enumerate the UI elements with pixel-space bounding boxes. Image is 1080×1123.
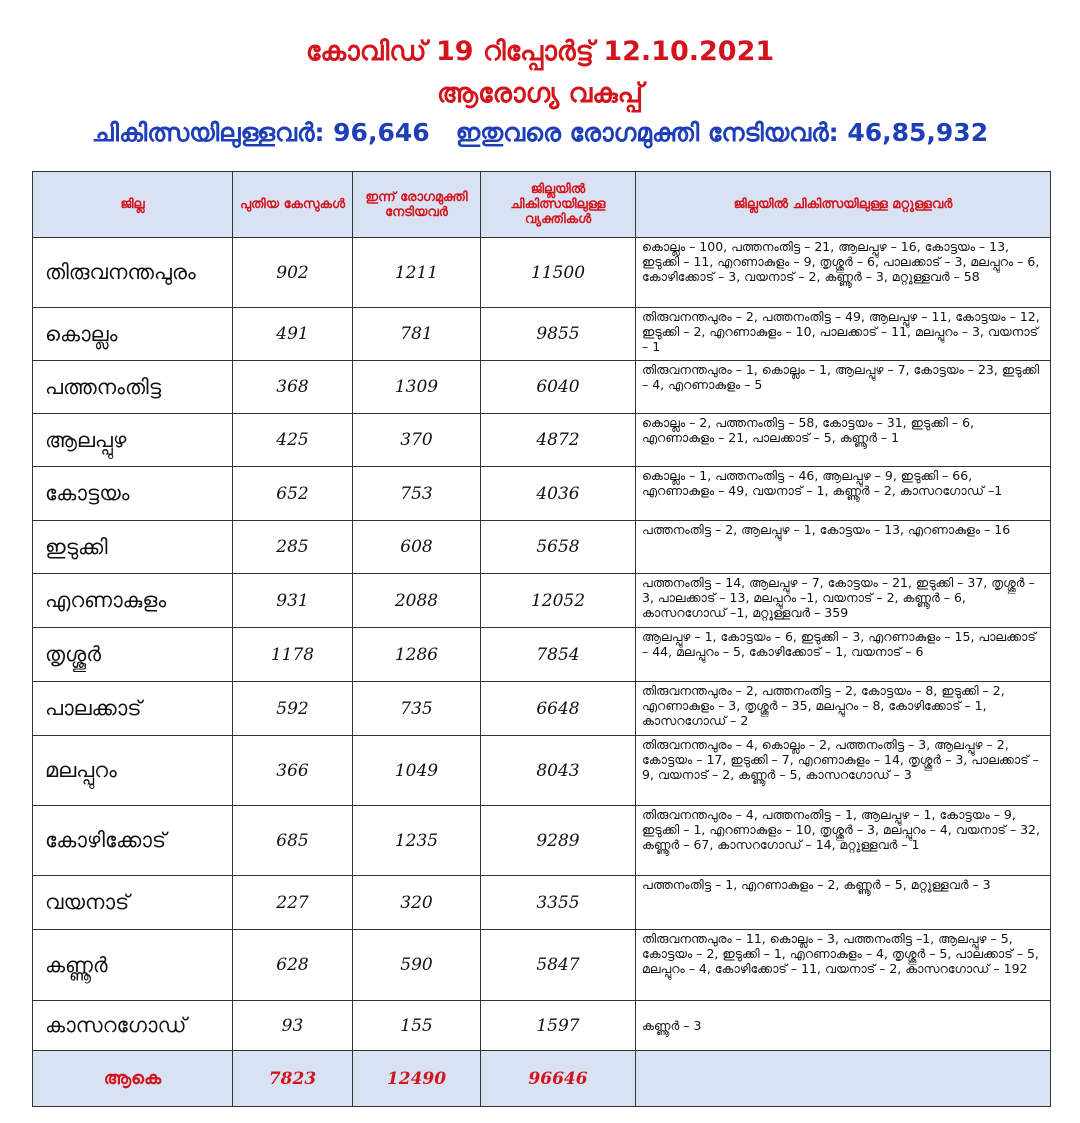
district-name: പത്തനംതിട്ട	[33, 361, 233, 414]
table-row	[33, 414, 1051, 467]
district-name: കണ്ണൂർ	[33, 930, 233, 1001]
table-row	[33, 521, 1051, 574]
district-name: കോഴിക്കോട്	[33, 806, 233, 876]
district-name: എറണാകുളം	[33, 574, 233, 628]
summary-line	[0, 118, 1080, 148]
under-treatment: 9289	[481, 806, 636, 876]
district-report-table	[32, 171, 1051, 1107]
district-name: കോട്ടയം	[33, 467, 233, 521]
report-title: കോവിഡ് 19 റിപ്പോർട്ട് 12.10.2021	[305, 36, 775, 67]
others-breakdown: തിരുവനന്തപുരം – 1, കൊല്ലം – 1, ആലപ്പുഴ – 7, കോട്ടയം – 23, ഇടുക്കി – 4, എറണാകുളം – 5	[636, 361, 1051, 414]
under-treatment: 7854	[481, 628, 636, 682]
others-breakdown: കൊല്ലം – 100, പത്തനംതിട്ട – 21, ആലപ്പുഴ – 16, കോട്ടയം – 13, ഇടുക്കി – 11, എറണാകുളം – 9, തൃശ്ശൂർ – 6, പാലക്കാട് – 3, മലപ്പുറം – 6, കോഴിക്കോട് – 3, വയനാട് – 2, കണ്ണൂർ – 3, മറ്റുള്ളവർ – 58	[636, 238, 1051, 308]
total-row	[33, 1051, 1051, 1107]
recovered-today: 1235	[353, 806, 481, 876]
new-cases: 285	[233, 521, 353, 574]
recovered-today: 320	[353, 876, 481, 930]
under-treatment: 3355	[481, 876, 636, 930]
others-breakdown: പത്തനംതിട്ട – 14, ആലപ്പുഴ – 7, കോട്ടയം – 21, ഇടുക്കി – 37, തൃശ്ശൂർ – 3, പാലക്കാട് – 13, മലപ്പുറം –1, വയനാട് – 2, കണ്ണൂർ – 6, കാസറഗോഡ് –1, മറ്റുള്ളവർ – 359	[636, 574, 1051, 628]
new-cases: 652	[233, 467, 353, 521]
new-cases: 628	[233, 930, 353, 1001]
department-name: ആരോഗ്യ വകുപ്പ്	[436, 78, 644, 109]
others-breakdown: കണ്ണൂർ – 3	[636, 1001, 1051, 1051]
new-cases: 227	[233, 876, 353, 930]
table-row	[33, 930, 1051, 1001]
table-row	[33, 361, 1051, 414]
under-treatment: 5847	[481, 930, 636, 1001]
column-header-new-cases: പുതിയ കേസുകൾ	[233, 172, 353, 238]
table-header-row	[33, 172, 1051, 238]
others-breakdown: ആലപ്പുഴ – 1, കോട്ടയം – 6, ഇടുക്കി – 3, എറണാകുളം – 15, പാലക്കാട് – 44, മലപ്പുറം – 5, കോഴിക്കോട് – 1, വയനാട് – 6	[636, 628, 1051, 682]
new-cases: 592	[233, 682, 353, 736]
district-name: ആലപ്പുഴ	[33, 414, 233, 467]
total-others-empty	[636, 1051, 1051, 1107]
total-label: ആകെ	[33, 1051, 233, 1107]
under-treatment: 4036	[481, 467, 636, 521]
table-row	[33, 628, 1051, 682]
new-cases: 685	[233, 806, 353, 876]
others-breakdown: തിരുവനന്തപുരം – 11, കൊല്ലം – 3, പത്തനംതിട്ട –1, ആലപ്പുഴ – 5, കോട്ടയം – 2, ഇടുക്കി – 1, എറണാകുളം – 4, തൃശ്ശൂർ – 5, പാലക്കാട് – 5, മലപ്പുറം – 4, കോഴിക്കോട് – 11, വയനാട് – 2, കാസറഗോഡ് – 192	[636, 930, 1051, 1001]
others-breakdown: പത്തനംതിട്ട – 2, ആലപ്പുഴ – 1, കോട്ടയം – 13, എറണാകുളം – 16	[636, 521, 1051, 574]
new-cases: 425	[233, 414, 353, 467]
table-row	[33, 467, 1051, 521]
district-name: ഇടുക്കി	[33, 521, 233, 574]
under-treatment: 9855	[481, 308, 636, 361]
under-treatment: 11500	[481, 238, 636, 308]
total-recovered-today: 12490	[353, 1051, 481, 1107]
others-breakdown: തിരുവനന്തപുരം – 4, പത്തനംതിട്ട – 1, ആലപ്പുഴ – 1, കോട്ടയം – 9, ഇടുക്കി – 1, എറണാകുളം – 10, തൃശ്ശൂർ – 3, മലപ്പുറം – 4, വയനാട് – 32, കണ്ണൂർ – 67, കാസറഗോഡ് – 14, മറ്റുള്ളവർ – 1	[636, 806, 1051, 876]
new-cases: 931	[233, 574, 353, 628]
new-cases: 368	[233, 361, 353, 414]
total-under-treatment: 96646	[481, 1051, 636, 1107]
under-treatment: 8043	[481, 736, 636, 806]
table-row	[33, 308, 1051, 361]
others-breakdown: കൊല്ലം – 2, പത്തനംതിട്ട – 58, കോട്ടയം – 31, ഇടുക്കി – 6, എറണാകുളം – 21, പാലക്കാട് – 5, കണ്ണൂർ – 1	[636, 414, 1051, 467]
under-treatment: 6040	[481, 361, 636, 414]
others-breakdown: തിരുവനന്തപുരം – 4, കൊല്ലം – 2, പത്തനംതിട്ട – 3, ആലപ്പുഴ – 2, കോട്ടയം – 17, ഇടുക്കി – 7, എറണാകുളം – 14, തൃശ്ശൂർ – 3, പാലക്കാട് – 9, വയനാട് – 2, കണ്ണൂർ – 5, കാസറഗോഡ് – 3	[636, 736, 1051, 806]
table-row	[33, 1001, 1051, 1051]
district-name: തൃശ്ശൂർ	[33, 628, 233, 682]
recovered-today: 2088	[353, 574, 481, 628]
recovered-today: 753	[353, 467, 481, 521]
others-breakdown: പത്തനംതിട്ട – 1, എറണാകുളം – 2, കണ്ണൂർ – 5, മറ്റുള്ളവർ – 3	[636, 876, 1051, 930]
new-cases: 491	[233, 308, 353, 361]
column-header-others: ജില്ലയിൽ ചികിത്സയിലുള്ള മറ്റുള്ളവർ	[636, 172, 1051, 238]
recovered-total: ഇതുവരെ രോഗമുക്തി നേടിയവർ: 46,85,932	[455, 118, 989, 147]
new-cases: 366	[233, 736, 353, 806]
column-header-under-treatment: ജില്ലയിൽ ചികിത്സയിലുള്ള വ്യക്തികൾ	[481, 172, 636, 238]
recovered-today: 1286	[353, 628, 481, 682]
table-row	[33, 806, 1051, 876]
table-row	[33, 574, 1051, 628]
recovered-today: 590	[353, 930, 481, 1001]
column-header-district: ജില്ല	[33, 172, 233, 238]
under-treatment: 4872	[481, 414, 636, 467]
new-cases: 902	[233, 238, 353, 308]
under-treatment: 6648	[481, 682, 636, 736]
recovered-today: 1309	[353, 361, 481, 414]
district-name: തിരുവനന്തപുരം	[33, 238, 233, 308]
recovered-today: 155	[353, 1001, 481, 1051]
under-treatment-total: ചികിത്സയിലുള്ളവർ: 96,646	[91, 118, 430, 147]
new-cases: 93	[233, 1001, 353, 1051]
new-cases: 1178	[233, 628, 353, 682]
under-treatment: 1597	[481, 1001, 636, 1051]
under-treatment: 5658	[481, 521, 636, 574]
table-row	[33, 876, 1051, 930]
recovered-today: 608	[353, 521, 481, 574]
table-row	[33, 736, 1051, 806]
district-name: മലപ്പുറം	[33, 736, 233, 806]
others-breakdown: കൊല്ലം – 1, പത്തനംതിട്ട – 46, ആലപ്പുഴ – 9, ഇടുക്കി – 66, എറണാകുളം – 49, വയനാട് – 1, കണ്ണൂർ – 2, കാസറഗോഡ് –1	[636, 467, 1051, 521]
total-new-cases: 7823	[233, 1051, 353, 1107]
under-treatment: 12052	[481, 574, 636, 628]
recovered-today: 781	[353, 308, 481, 361]
table-row	[33, 238, 1051, 308]
recovered-today: 735	[353, 682, 481, 736]
others-breakdown: തിരുവനന്തപുരം – 2, പത്തനംതിട്ട – 2, കോട്ടയം – 8, ഇടുക്കി – 2, എറണാകുളം – 3, തൃശ്ശൂർ – 35, മലപ്പുറം – 8, കോഴിക്കോട് – 1, കാസറഗോഡ് – 2	[636, 682, 1051, 736]
table-row	[33, 682, 1051, 736]
district-name: വയനാട്	[33, 876, 233, 930]
recovered-today: 1049	[353, 736, 481, 806]
district-name: കാസറഗോഡ്	[33, 1001, 233, 1051]
district-name: കൊല്ലം	[33, 308, 233, 361]
others-breakdown: തിരുവനന്തപുരം – 2, പത്തനംതിട്ട – 49, ആലപ്പുഴ – 11, കോട്ടയം – 12, ഇടുക്കി – 2, എറണാകുളം – 10, പാലക്കാട് – 11, മലപ്പുറം – 3, വയനാട് – 1	[636, 308, 1051, 361]
recovered-today: 370	[353, 414, 481, 467]
recovered-today: 1211	[353, 238, 481, 308]
district-name: പാലക്കാട്	[33, 682, 233, 736]
column-header-recovered-today: ഇന്ന് രോഗമുക്തി നേടിയവർ	[353, 172, 481, 238]
